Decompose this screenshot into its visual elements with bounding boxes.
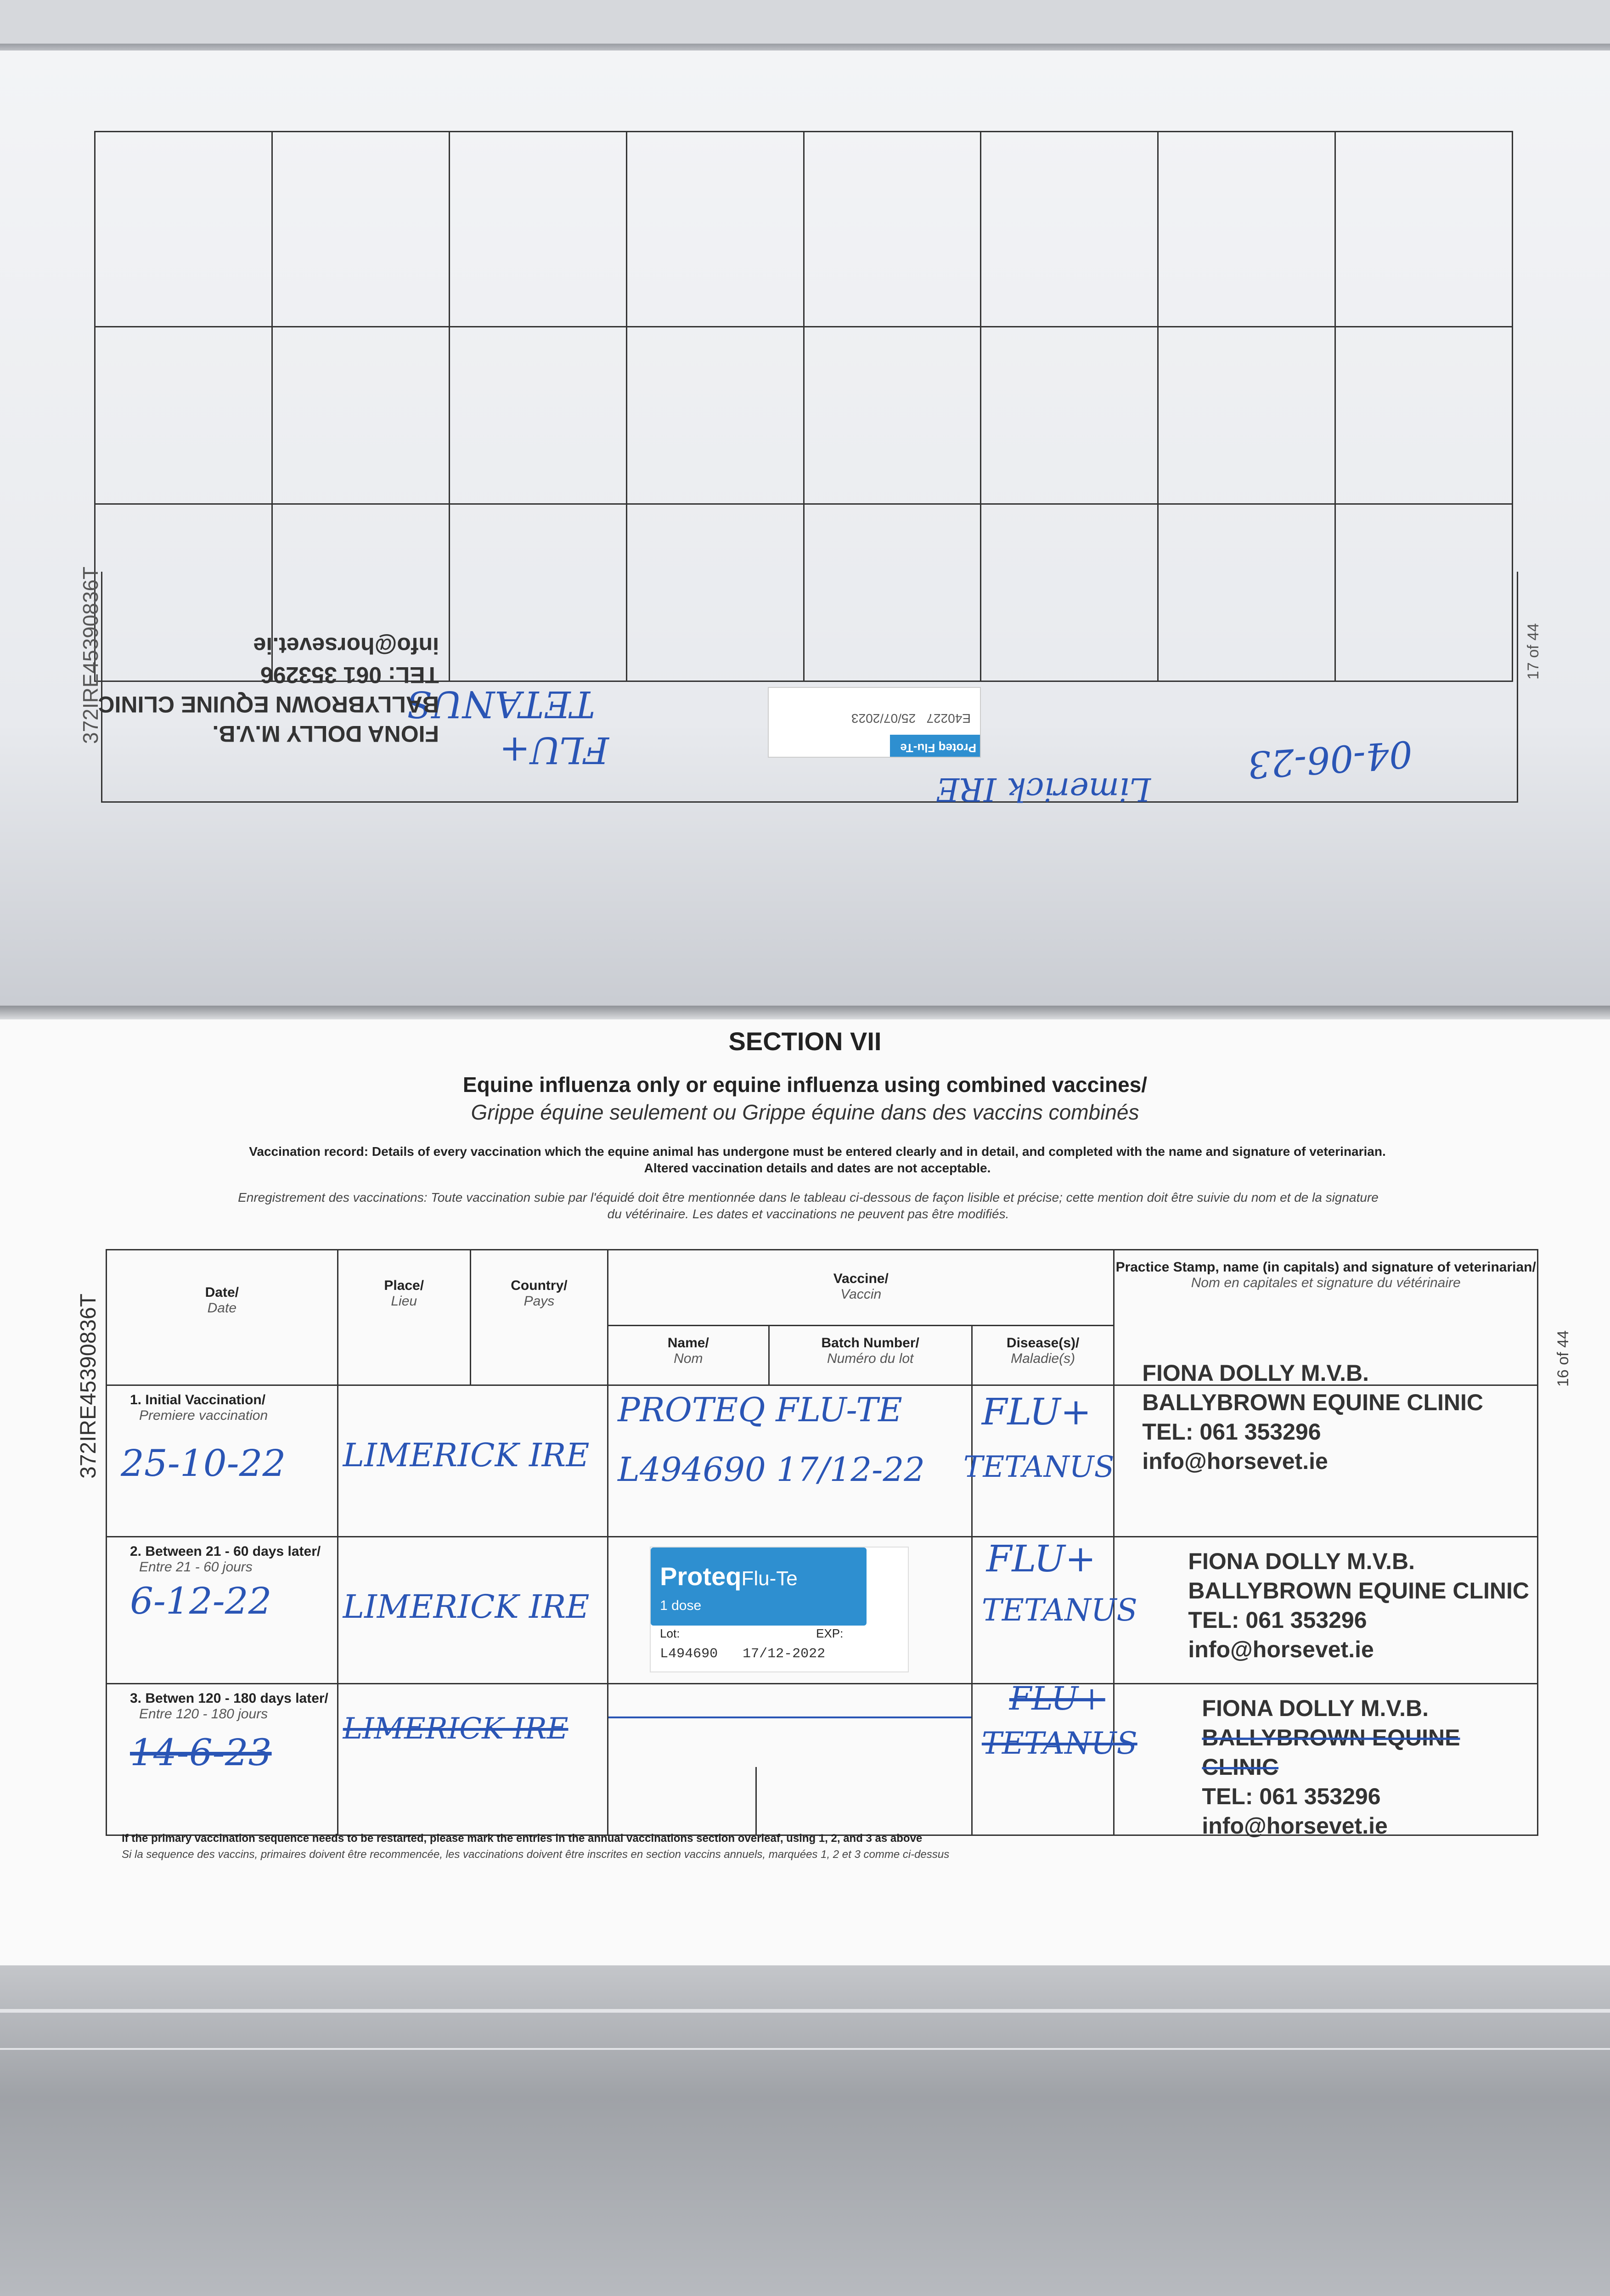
row2-disease-cell	[972, 1537, 1137, 1684]
row2-sticker-dose: 1 dose	[660, 1598, 702, 1613]
top-label-lot: E40227	[926, 711, 971, 726]
upside-down-content	[0, 51, 1610, 1010]
footer-note-fr: Si la sequence des vaccins, primaires doivent être recommencée, les vaccinations doivent être inscrites en section vaccins annuels, marquées 1, 2 et 3 comme ci-dessus	[122, 1848, 950, 1861]
top-date: 04-06-23	[1246, 732, 1414, 787]
row2-stamp-email: info@horsevet.ie	[1188, 1637, 1374, 1662]
subtitle-fr: Grippe équine seulement ou Grippe équine dans des vaccins combinés	[471, 1100, 1139, 1124]
top-stamp-line-email: info@horsevet.ie	[253, 633, 439, 658]
table-row	[107, 1537, 1538, 1684]
top-document-id: 372IRE45390836T	[79, 566, 102, 744]
footer-note-en: If the primary vaccination sequence needs to be restarted, please mark the entries in the annual vaccinations section overleaf, using 1, 2, and 3 as above	[122, 1832, 923, 1845]
row1-vaccine-name: PROTEQ FLU-TE	[618, 1390, 902, 1429]
row1-vaccine-cell	[608, 1385, 972, 1537]
row2-date: 6-12-22	[130, 1580, 272, 1622]
row3-place-cell	[338, 1684, 608, 1835]
header-date: Date/ Date	[107, 1250, 338, 1385]
table-row	[107, 1684, 1538, 1835]
previous-page-upside-down	[0, 51, 1610, 1010]
header-disease: Disease(s)/ Maladie(s)	[972, 1326, 1114, 1385]
row2-place: LIMERICK IRE	[343, 1588, 590, 1626]
row3-stamp-tel: TEL: 061 353296	[1202, 1784, 1381, 1809]
row2-date-cell: 2. Between 21 - 60 days later/ Entre 21 - 60 jours 6-12-22	[107, 1537, 338, 1684]
row1-practice-stamp	[1142, 1358, 1483, 1476]
row3-disease-cell	[972, 1680, 1137, 1835]
scan-bottom-shadow	[0, 1965, 1610, 2296]
row2-sticker-lot-caption: Lot:	[660, 1626, 680, 1640]
header-name: Name/ Nom	[608, 1326, 769, 1385]
row2-sticker-exp-caption: EXP:	[816, 1626, 844, 1640]
row3-date-cell: 3. Betwen 120 - 180 days later/ Entre 120 - 180 jours 14-6-23	[107, 1684, 338, 1835]
row2-place-cell	[338, 1537, 608, 1684]
record-fr-line-2: du vétérinaire. Les dates et vaccinations ne peuvent pas être modifiés.	[607, 1207, 1009, 1221]
row1-date-cell: 1. Initial Vaccination/ Premiere vaccination 25-10-22	[107, 1385, 338, 1537]
row3-vaccine-cell	[608, 1684, 972, 1835]
row3-disease-2: TETANUS	[981, 1726, 1137, 1761]
row2-sticker-brand-box	[651, 1548, 867, 1626]
top-stamp-line-tel: TEL: 061 353296	[260, 662, 439, 688]
document-id: 372IRE45390836T	[76, 1294, 101, 1479]
row1-stamp-clinic: BALLYBROWN EQUINE CLINIC	[1142, 1390, 1484, 1415]
row1-disease-1: FLU+	[981, 1390, 1092, 1433]
top-practice-stamp	[98, 631, 439, 748]
top-place: Limerick IRE	[936, 771, 1151, 808]
page-number: 16 of 44	[1554, 1330, 1572, 1387]
row1-place: LIMERICK IRE	[343, 1436, 590, 1474]
row3-stamp-cell	[1114, 1684, 1538, 1839]
row3-stamp-clinic: BALLYBROWN EQUINE CLINIC	[1202, 1725, 1460, 1780]
top-label-exp: 25/07/2023	[851, 711, 916, 726]
row2-vaccine-cell	[608, 1537, 972, 1684]
row1-stamp-name: FIONA DOLLY M.V.B.	[1142, 1360, 1369, 1386]
subtitle-en: Equine influenza only or equine influenza using combined vaccines/	[462, 1073, 1148, 1097]
row2-stamp-name: FIONA DOLLY M.V.B.	[1188, 1548, 1415, 1574]
row1-batch: L494690 17/12-22	[618, 1450, 925, 1489]
row2-practice-stamp	[1188, 1547, 1529, 1664]
top-stamp-line-name: FIONA DOLLY M.V.B.	[212, 721, 439, 747]
top-disease-1: FLU+	[499, 729, 609, 771]
row3-stamp-email: info@horsevet.ie	[1202, 1813, 1388, 1839]
record-instructions-en	[115, 1143, 1520, 1176]
row1-date: 25-10-22	[121, 1442, 286, 1485]
record-en-line-1: Vaccination record: Details of every vaccination which the equine animal has undergone must be entered clearly and in detail, and completed with the name and signature of veterinarian.	[249, 1144, 1386, 1159]
row2-stamp-clinic: BALLYBROWN EQUINE CLINIC	[1188, 1578, 1530, 1604]
top-label-product: Flu-Te	[900, 741, 935, 755]
top-label-brand-strip	[890, 735, 980, 757]
record-instructions-fr	[106, 1189, 1511, 1222]
row1-stamp-email: info@horsevet.ie	[1142, 1448, 1328, 1474]
row1-place-cell	[338, 1385, 608, 1537]
record-fr-line-1: Enregistrement des vaccinations: Toute vaccination subie par l'équidé doit être mentionnée dans le tableau ci-dessous de façon lisible et précise; cette mention doit être suivie du nom et de la signature	[238, 1190, 1379, 1204]
row1-disease-cell	[963, 1385, 1115, 1537]
row2-sticker-exp: 17/12-2022	[743, 1646, 826, 1662]
record-en-line-2: Altered vaccination details and dates are not acceptable.	[644, 1161, 991, 1175]
section-title: SECTION VII	[728, 1027, 882, 1056]
row2-disease-2: TETANUS	[981, 1593, 1137, 1628]
table-row	[107, 1385, 1538, 1537]
header-batch: Batch Number/ Numéro du lot	[769, 1326, 972, 1385]
row3-divider	[755, 1767, 757, 1836]
row2-disease-1: FLU+	[986, 1537, 1096, 1580]
row2-vaccine-sticker	[650, 1547, 909, 1672]
row2-stamp-tel: TEL: 061 353296	[1188, 1607, 1367, 1633]
row2-sticker-lot: L494690	[660, 1646, 718, 1662]
row1-stamp-tel: TEL: 061 353296	[1142, 1419, 1321, 1445]
top-disease-2: TETANUS	[406, 683, 595, 726]
top-stamp-line-clinic: BALLYBROWN EQUINE CLINIC	[98, 692, 439, 717]
row1-disease-2: TETANUS	[963, 1450, 1115, 1484]
row3-place: LIMERICK IRE	[343, 1712, 569, 1746]
top-label-brand: Proteq	[938, 741, 976, 755]
row3-stamp-name: FIONA DOLLY M.V.B.	[1202, 1695, 1429, 1721]
row1-stamp-cell	[1114, 1360, 1538, 1537]
scan-edge-line	[0, 2048, 1610, 2050]
row3-date: 14-6-23	[130, 1731, 272, 1774]
row2-stamp-cell	[1114, 1537, 1538, 1684]
header-country: Country/ Pays	[470, 1250, 608, 1385]
header-place: Place/ Lieu	[338, 1250, 470, 1385]
top-vaccine-label	[768, 687, 981, 758]
row2-sticker-brand: ProteqFlu-Te	[660, 1562, 798, 1591]
header-vaccine: Vaccine/ Vaccin	[608, 1250, 1114, 1326]
scan-edge-line	[0, 2009, 1610, 2013]
row3-disease-1: FLU+	[1009, 1680, 1105, 1717]
row3-practice-stamp	[1202, 1694, 1537, 1840]
row3-strike-line	[608, 1716, 971, 1718]
header-stamp: Practice Stamp, name (in capitals) and signature of veterinarian/ Nom en capitales et signature du vétérinaire	[1114, 1250, 1538, 1385]
top-page-number: 17 of 44	[1525, 623, 1542, 680]
